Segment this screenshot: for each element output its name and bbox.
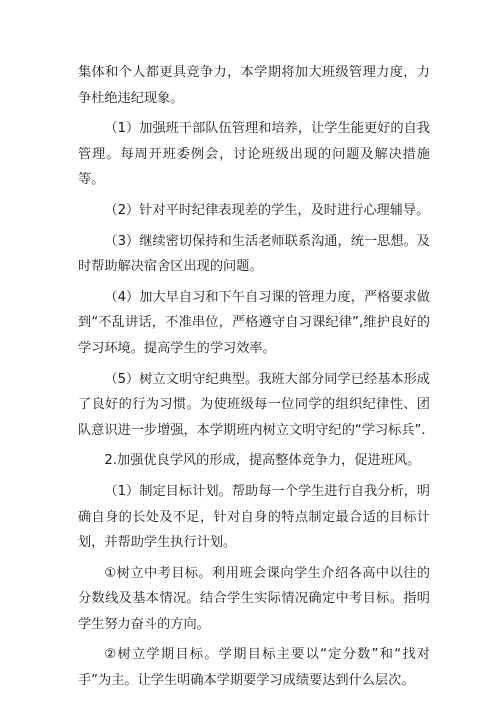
paragraph-continuation: 集体和个人都更具竞争力，本学期将加大班级管理力度，力争杜绝违纪现象。: [78, 65, 430, 106]
paragraph-term-goal: ②树立学期目标。学期目标主要以“定分数”和“找对手”为主。让学生明确本学期要学习成绩要达到什么层次。: [78, 647, 430, 689]
paragraph-item-3: （3）继续密切保持和生活老师联系沟通，统一思想。及时帮助解决宿舍区出现的问题。: [78, 233, 430, 275]
section-heading-2: 2.加强优良学风的形成，提高整体竞争力，促进班风。: [104, 453, 421, 469]
paragraph-item-2: （2）针对平时纪律表现差的学生，及时进行心理辅导。: [104, 202, 430, 218]
paragraph-goal-plan: （1）制定目标计划。帮助每一个学生进行自我分析，明确自身的长处及不足，针对自身的特点制定最合适的目标计划，并帮助学生执行计划。: [78, 483, 430, 551]
paragraph-item-1: （1）加强班干部队伍管理和培养，让学生能更好的自我管理。每周开班委例会，讨论班级出现的问题及解决措施等。: [78, 121, 430, 188]
paragraph-item-5: （5）树立文明守纪典型。我班大部分同学已经基本形成了良好的行为习惯。为使班级每一位同学的组织纪律性、团队意识进一步增强，本学期班内树立文明守纪的“学习标兵”.: [78, 371, 430, 438]
paragraph-exam-goal: ①树立中考目标。利用班会课向学生介绍各高中以往的分数线及基本情况。结合学生实际情况确定中考目标。指明学生努力奋斗的方向。: [78, 565, 430, 632]
paragraph-item-4: （4）加大早自习和下午自习课的管理力度，严格要求做到“不乱讲话，不准串位，严格遵守自习课纪律”,维护良好的学习环境。提高学生的学习效率。: [78, 289, 430, 356]
document-body: [78, 60, 430, 699]
